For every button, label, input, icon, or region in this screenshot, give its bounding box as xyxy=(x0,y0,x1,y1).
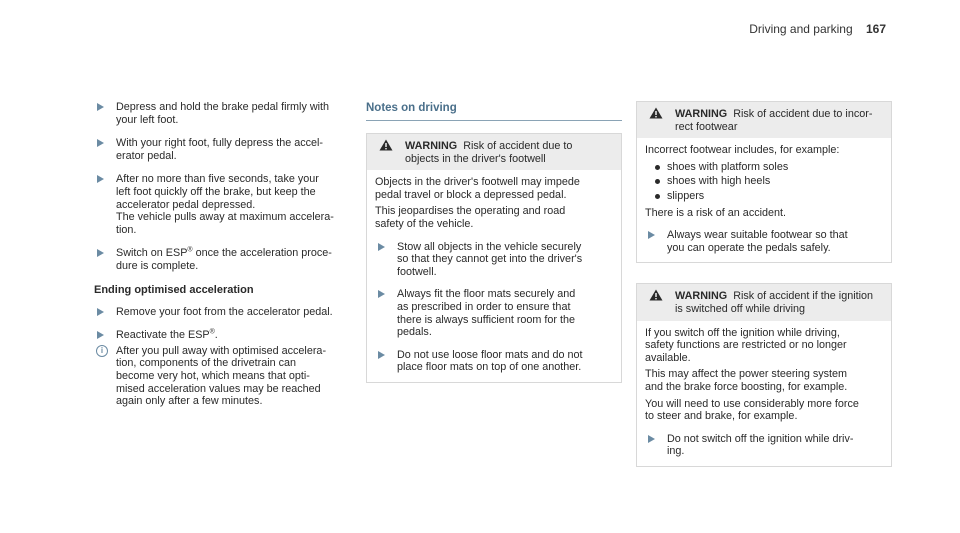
step-remove-foot: Remove your foot from the accelerator pedal. xyxy=(94,306,356,319)
subheading-ending-acceleration: Ending optimised acceleration xyxy=(94,283,254,296)
section-title-notes-on-driving: Notes on driving xyxy=(366,102,622,121)
bullet-item: shoes with high heels xyxy=(645,175,883,188)
warning-body xyxy=(637,138,891,262)
warning-label: WARNING xyxy=(675,108,728,120)
bullet-dot xyxy=(655,194,660,199)
step-depress-accelerator: With your right foot, fully depress the accel- erator pedal. xyxy=(94,137,356,162)
step-do-not-switch-off-ignition: Do not switch off the ignition while driv- ing. xyxy=(645,433,883,458)
step-release-brake: After no more than five seconds, take your left foot quickly off the brake, but keep the accelerator pedal depressed. The vehicle pulls away at maximum accelera- tion. xyxy=(94,173,356,236)
warning-intro: Incorrect footwear includes, for example: xyxy=(645,144,840,157)
warning-body xyxy=(637,321,891,466)
warning-triangle-icon xyxy=(649,289,663,301)
warning-header: WARNING Risk of accident if the ignition is switched off while driving xyxy=(637,284,891,320)
step-stow-objects: Stow all objects in the vehicle securely so that they cannot get into the driver's footwell. xyxy=(375,241,613,279)
page-number: 167 xyxy=(865,22,886,36)
arrow-icon xyxy=(97,249,104,257)
warning-body xyxy=(367,170,621,382)
warning-triangle-icon xyxy=(649,107,663,119)
arrow-icon xyxy=(378,243,385,251)
warning-box-ignition xyxy=(636,283,892,467)
step-no-loose-mats: Do not use loose floor mats and do not place floor mats on top of one another. xyxy=(375,349,613,374)
arrow-icon xyxy=(97,331,104,339)
column-right xyxy=(636,101,892,467)
arrow-icon xyxy=(97,139,104,147)
warning-box-footwell-objects xyxy=(366,133,622,383)
warning-paragraph: Objects in the driver's footwell may impede pedal travel or block a depressed pedal. xyxy=(375,176,580,201)
step-reactivate-esp: Reactivate the ESP®. xyxy=(94,329,356,342)
warning-paragraph: This may affect the power steering system and the brake force boosting, for example. xyxy=(645,368,848,393)
info-note: i After you pull away with optimised accelera- tion, components of the drivetrain can become very hot, which means that opti- mised acceleration values may be reached again only after a few minutes. xyxy=(94,345,356,408)
step-switch-on-esp: Switch on ESP® once the acceleration proce- dure is complete. xyxy=(94,247,356,272)
warning-triangle-icon xyxy=(379,139,393,151)
arrow-icon xyxy=(97,308,104,316)
page-header xyxy=(749,22,886,36)
arrow-icon xyxy=(648,435,655,443)
warning-header: WARNING Risk of accident due to incor- rect footwear xyxy=(637,102,891,138)
warning-paragraph: This jeopardises the operating and road safety of the vehicle. xyxy=(375,205,566,230)
arrow-icon xyxy=(97,175,104,183)
step-fit-floor-mats: Always fit the floor mats securely and as prescribed in order to ensure that there is always sufficient room for the pedals. xyxy=(375,288,613,338)
bullet-dot xyxy=(655,179,660,184)
step-depress-brake: Depress and hold the brake pedal firmly with your left foot. xyxy=(94,101,356,126)
arrow-icon xyxy=(378,351,385,359)
step-wear-suitable-footwear: Always wear suitable footwear so that you can operate the pedals safely. xyxy=(645,229,883,254)
warning-label: WARNING xyxy=(405,140,458,152)
section-name: Driving and parking xyxy=(749,22,853,36)
warning-risk-text: There is a risk of an accident. xyxy=(645,206,787,219)
warning-label: WARNING xyxy=(675,290,728,303)
bullet-item: slippers xyxy=(645,190,883,203)
bullet-item: shoes with platform soles xyxy=(645,161,883,174)
warning-box-footwear xyxy=(636,101,892,263)
arrow-icon xyxy=(648,231,655,239)
info-icon: i xyxy=(96,345,108,357)
arrow-icon xyxy=(97,103,104,111)
warning-paragraph: You will need to use considerably more force to steer and brake, for example. xyxy=(645,397,859,423)
column-left xyxy=(94,101,356,408)
arrow-icon xyxy=(378,290,385,298)
warning-header: WARNING Risk of accident due to objects in the driver's footwell xyxy=(367,134,621,170)
column-middle xyxy=(366,102,622,383)
warning-paragraph: If you switch off the ignition while driving, safety functions are restricted or no longer available. xyxy=(645,326,847,364)
bullet-dot xyxy=(655,165,660,170)
